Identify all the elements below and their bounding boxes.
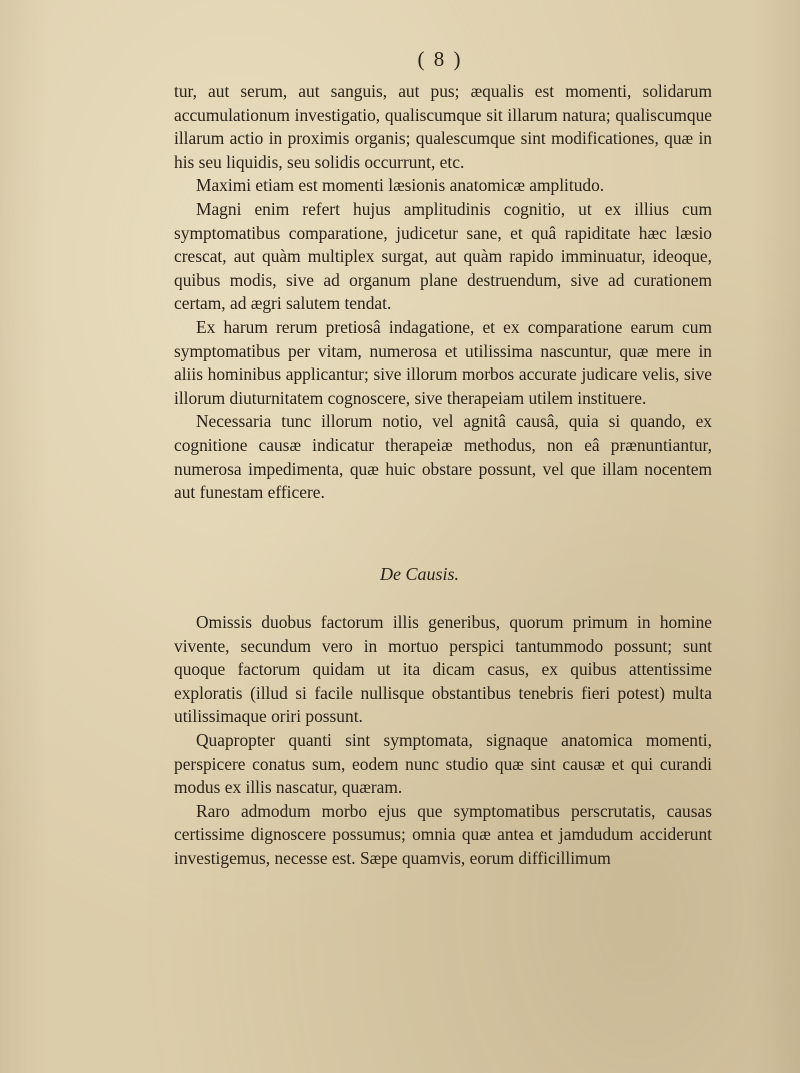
paragraph: Necessaria tunc illorum notio, vel agnitâ causâ, quia si quando, ex cognitione causæ indicatur therapeiæ methodus, non eâ prænuntiantur, numerosa impedimenta, quæ huic obstare possunt, vel que illam nocentem aut funestam efficere. (174, 411, 712, 503)
page-number: ( 8 ) (417, 47, 463, 71)
paragraph: Quapropter quanti sint symptomata, signaque anatomica momenti, perspicere conatus sum, eodem nunc studio quæ sint causæ et qui curandi modus ex illis nascatur, quæram. (174, 729, 712, 798)
paragraph: Raro admodum morbo ejus que symptomatibus perscrutatis, causas certissime dignoscere possumus; omnia quæ antea et jamdudum acciderunt investigemus, necesse est. Sæpe quamvis, eorum difficillimum (174, 800, 712, 868)
paragraph: Maximi etiam est momenti læsionis anatomicæ amplitudo. (196, 175, 605, 196)
paragraph: Magni enim refert hujus amplitudinis cognitio, ut ex illius cum symptomatibus comparatione, judicetur sane, et quâ rapiditate hæc læsio crescat, aut quàm multiplex surgat, aut quàm rapido imminuatur, ideoque, quibus modis, sive ad organum plane destruendum, sive ad curationem certam, ad ægri salutem tendat. (174, 198, 712, 314)
paragraph: Omissis duobus factorum illis generibus, quorum primum in homine vivente, secundum vero in mortuo perspici tantummodo possunt; sunt quoque factorum quidam ut ita dicam casus, ex quibus attentissime exploratis (illud si facile nullisque obstantibus tenebris fieri potest) multa utilissimaque oriri possunt. (174, 612, 712, 727)
paragraph: tur, aut serum, aut sanguis, aut pus; æqualis est momenti, solidarum accumulationum investigatio, qualiscumque sit illarum natura; qualiscumque illarum actio in proximis organis; qualescumque sint modificationes, quæ in his seu liquidis, seu solidis occurrunt, etc. (174, 81, 712, 172)
paragraph: Ex harum rerum pretiosâ indagatione, et ex comparatione earum cum symptomatibus per vitam, numerosa et utilissima nascuntur, quæ mere in aliis hominibus applicantur; sive illorum morbos accurate judicare velis, sive illorum diuturnitatem cognoscere, sive therapeiam utilem instituere. (174, 316, 712, 408)
text-block-bottom (174, 611, 712, 871)
text-block-top (174, 80, 712, 505)
section-heading: De Causis. (380, 564, 460, 584)
